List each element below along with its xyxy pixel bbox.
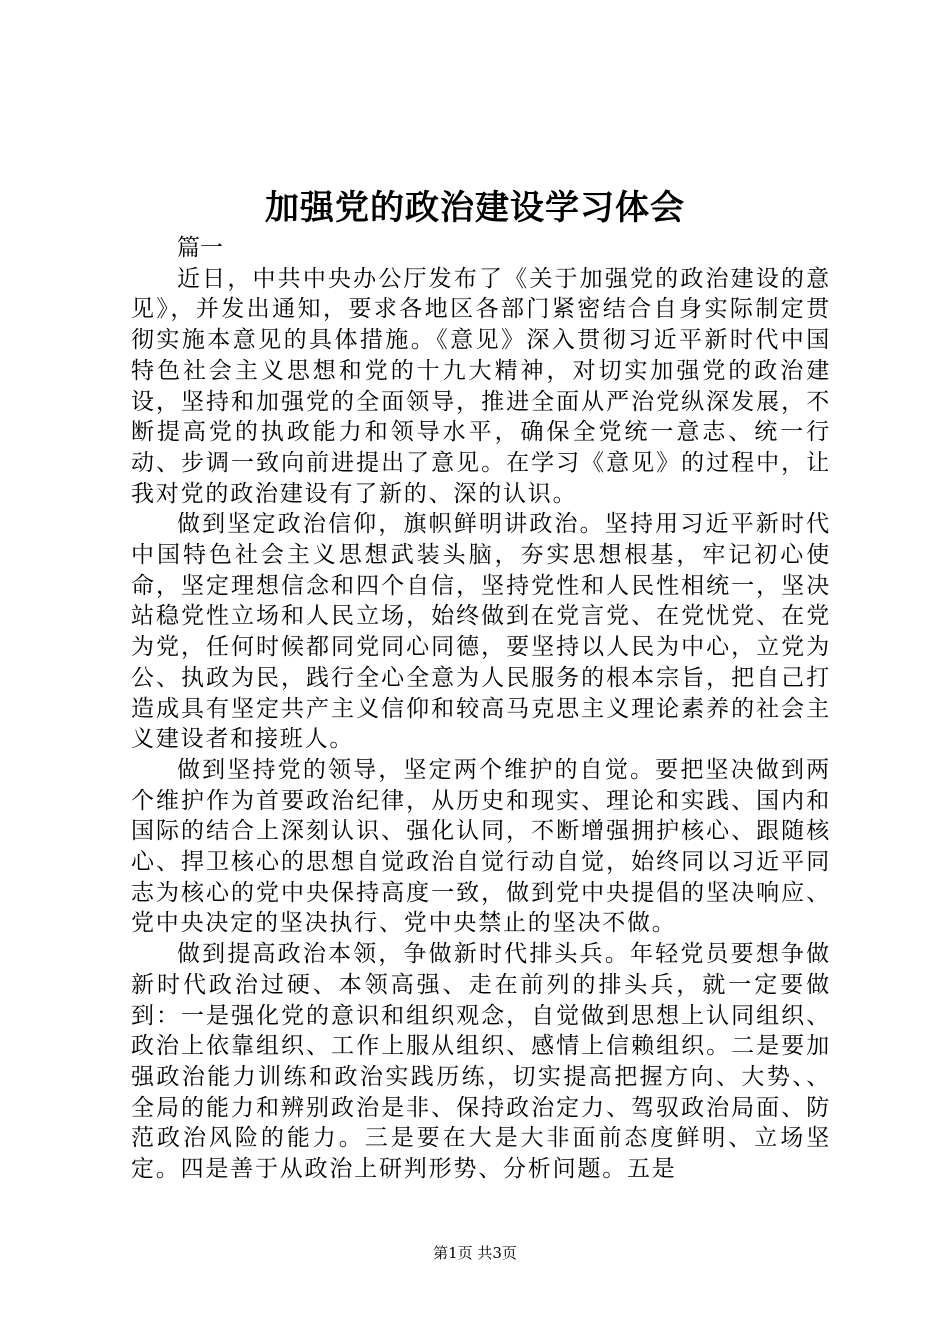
document-title: 加强党的政治建设学习体会 [265,188,685,228]
paragraph-4: 做到提高政治本领，争做新时代排头兵。年轻党员要想争做新时代政治过硬、本领高强、走在前列的排头兵，就一定要做到：一是强化党的意识和组织观念，自觉做到思想上认同组织、政治上依靠组织、工作上服从组织、感情上信赖组织。二是要加强政治能力训练和政治实践历练，切实提高把握方向、大势、、全局的能力和辨别政治是非、保持政治定力、驾驭政治局面、防范政治风险的能力。三是要在大是大非面前态度鲜明、立场坚定。四是善于从政治上研判形势、分析问题。五是 [131,941,831,1183]
paragraph-1: 近日，中共中央办公厅发布了《关于加强党的政治建设的意见》，并发出通知，要求各地区各部门紧密结合自身实际制定贯彻实施本意见的具体措施。《意见》深入贯彻习近平新时代中国特色社会主义思想和党的十九大精神，对切实加强党的政治建设，坚持和加强党的全面领导，推进全面从严治党纵深发展，不断提高党的执政能力和领导水平，确保全党统一意志、统一行动、步调一致向前进提出了意见。在学习《意见》的过程中，让我对党的政治建设有了新的、深的认识。 [131,265,831,507]
section-label: 篇一 [177,235,223,261]
paragraph-3: 做到坚持党的领导，坚定两个维护的自觉。要把坚决做到两个维护作为首要政治纪律，从历史和现实、理论和实践、国内和国际的结合上深刻认识、强化认同，不断增强拥护核心、跟随核心、捍卫核心的思想自觉政治自觉行动自觉，始终同以习近平同志为核心的党中央保持高度一致，做到党中央提倡的坚决响应、党中央决定的坚决执行、党中央禁止的坚决不做。 [131,756,831,937]
paragraph-2: 做到坚定政治信仰，旗帜鲜明讲政治。坚持用习近平新时代中国特色社会主义思想武装头脑，夯实思想根基，牢记初心使命，坚定理想信念和四个自信，坚持党性和人民性相统一，坚决站稳党性立场和人民立场，始终做到在党言党、在党忧党、在党为党，任何时候都同党同心同德，要坚持以人民为中心，立党为公、执政为民，践行全心全意为人民服务的根本宗旨，把自己打造成具有坚定共产主义信仰和较高马克思主义理论素养的社会主义建设者和接班人。 [131,511,831,753]
document-body [131,233,831,1185]
page-footer: 第1页 共3页 [433,1244,517,1262]
